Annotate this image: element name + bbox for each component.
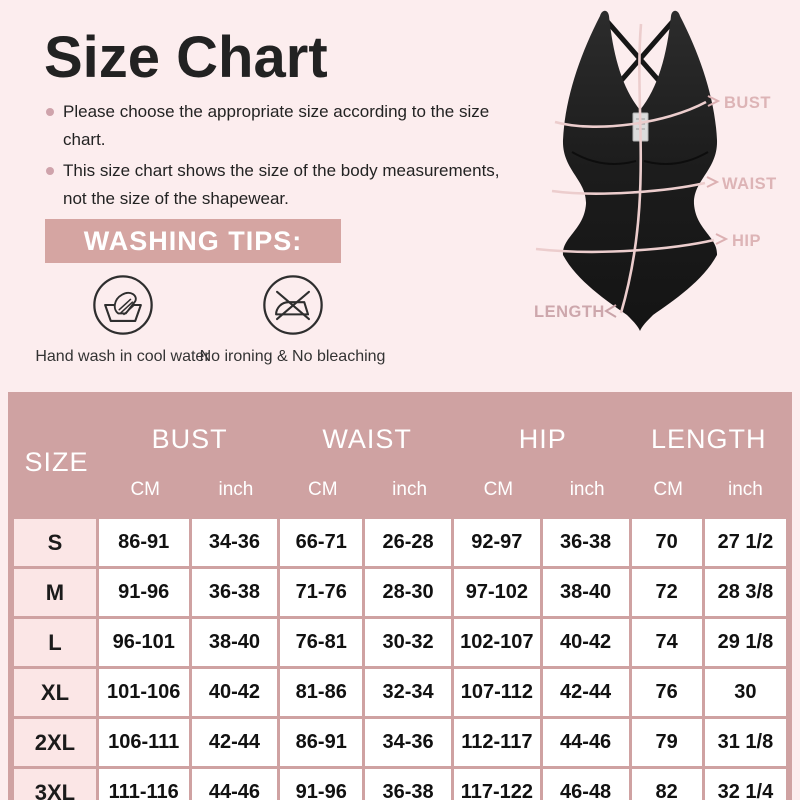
measurement-cell: 96-101: [99, 616, 192, 666]
measurement-cell: 29 1/8: [705, 616, 786, 666]
measurement-cell: 79: [632, 716, 705, 766]
col-header-hip: HIP: [454, 398, 632, 469]
measurement-cell: 44-46: [192, 766, 281, 800]
measurement-cell: 36-38: [365, 766, 454, 800]
measurement-cell: 97-102: [454, 566, 543, 616]
care-instruction-label: Hand wash in cool water: [35, 348, 210, 365]
measurement-cell: 91-96: [99, 566, 192, 616]
note-item: This size chart shows the size of the body measurements, not the size of the shapewear.: [46, 157, 501, 213]
unit-header-inch: inch: [192, 469, 281, 516]
measurement-cell: 26-28: [365, 516, 454, 566]
unit-header-inch: inch: [365, 469, 454, 516]
care-instruction-hand-wash: [30, 274, 215, 366]
measurement-cell: 36-38: [192, 566, 281, 616]
measurement-cell: 30-32: [365, 616, 454, 666]
measurement-cell: 86-91: [99, 516, 192, 566]
measurement-cell: 111-116: [99, 766, 192, 800]
table-header-groups: [14, 398, 786, 469]
care-instruction-no-iron: [199, 274, 386, 366]
measurement-cell: 81-86: [280, 666, 365, 716]
size-cell: 2XL: [14, 716, 99, 766]
measurement-cell: 31 1/8: [705, 716, 786, 766]
measurement-cell: 38-40: [192, 616, 281, 666]
length-label: LENGTH: [534, 303, 605, 321]
no-iron-no-bleach-icon: [262, 274, 324, 341]
measurement-cell: 102-107: [454, 616, 543, 666]
col-header-bust: BUST: [99, 398, 280, 469]
measurement-cell: 106-111: [99, 716, 192, 766]
table-header-units: [14, 469, 786, 516]
size-table-body: [14, 516, 786, 800]
measurement-cell: 28-30: [365, 566, 454, 616]
washing-tips-banner: [45, 219, 341, 263]
measurement-cell: 82: [632, 766, 705, 800]
table-row: [14, 766, 786, 800]
table-row: [14, 666, 786, 716]
table-row: [14, 516, 786, 566]
measurement-cell: 117-122: [454, 766, 543, 800]
size-chart-table: [8, 392, 792, 800]
measurement-cell: 66-71: [280, 516, 365, 566]
table-row: [14, 716, 786, 766]
measurement-cell: 44-46: [543, 716, 632, 766]
measurement-cell: 101-106: [99, 666, 192, 716]
unit-header-cm: CM: [454, 469, 543, 516]
unit-header-cm: CM: [632, 469, 705, 516]
measurement-cell: 91-96: [280, 766, 365, 800]
unit-header-inch: inch: [705, 469, 786, 516]
col-header-length: LENGTH: [632, 398, 787, 469]
measurement-cell: 92-97: [454, 516, 543, 566]
measurement-cell: 74: [632, 616, 705, 666]
table-row: [14, 616, 786, 666]
bodysuit-measurement-diagram: [500, 0, 800, 345]
measurement-cell: 38-40: [543, 566, 632, 616]
measurement-cell: 28 3/8: [705, 566, 786, 616]
care-instruction-label: No ironing & No bleaching: [199, 348, 386, 365]
notes-list: [46, 98, 501, 216]
size-cell: XL: [14, 666, 99, 716]
hand-wash-icon: [92, 274, 154, 341]
size-cell: M: [14, 566, 99, 616]
measurement-cell: 86-91: [280, 716, 365, 766]
measurement-cell: 42-44: [543, 666, 632, 716]
measurement-cell: 70: [632, 516, 705, 566]
measurement-cell: 112-117: [454, 716, 543, 766]
size-cell: L: [14, 616, 99, 666]
unit-header-cm: CM: [99, 469, 192, 516]
measurement-cell: 30: [705, 666, 786, 716]
measurement-cell: 34-36: [192, 516, 281, 566]
measurement-cell: 27 1/2: [705, 516, 786, 566]
col-header-size: SIZE: [14, 398, 99, 516]
page-title: Size Chart: [44, 25, 328, 90]
size-cell: S: [14, 516, 99, 566]
measurement-cell: 71-76: [280, 566, 365, 616]
measurement-cell: 107-112: [454, 666, 543, 716]
unit-header-cm: CM: [280, 469, 365, 516]
measurement-cell: 76: [632, 666, 705, 716]
measurement-cell: 36-38: [543, 516, 632, 566]
measurement-cell: 72: [632, 566, 705, 616]
size-cell: 3XL: [14, 766, 99, 800]
table-row: [14, 566, 786, 616]
bodysuit-figure: [500, 0, 800, 345]
measurement-cell: 40-42: [192, 666, 281, 716]
bust-label: BUST: [724, 94, 771, 112]
col-header-waist: WAIST: [280, 398, 454, 469]
measurement-cell: 32 1/4: [705, 766, 786, 800]
unit-header-inch: inch: [543, 469, 632, 516]
measurement-cell: 76-81: [280, 616, 365, 666]
washing-tips-label: WASHING TIPS:: [83, 225, 303, 256]
measurement-cell: 46-48: [543, 766, 632, 800]
measurement-cell: 40-42: [543, 616, 632, 666]
note-item: Please choose the appropriate size according to the size chart.: [46, 98, 501, 154]
measurement-cell: 34-36: [365, 716, 454, 766]
measurement-cell: 32-34: [365, 666, 454, 716]
hip-label: HIP: [732, 232, 762, 250]
measurement-cell: 42-44: [192, 716, 281, 766]
waist-label: WAIST: [722, 175, 777, 193]
